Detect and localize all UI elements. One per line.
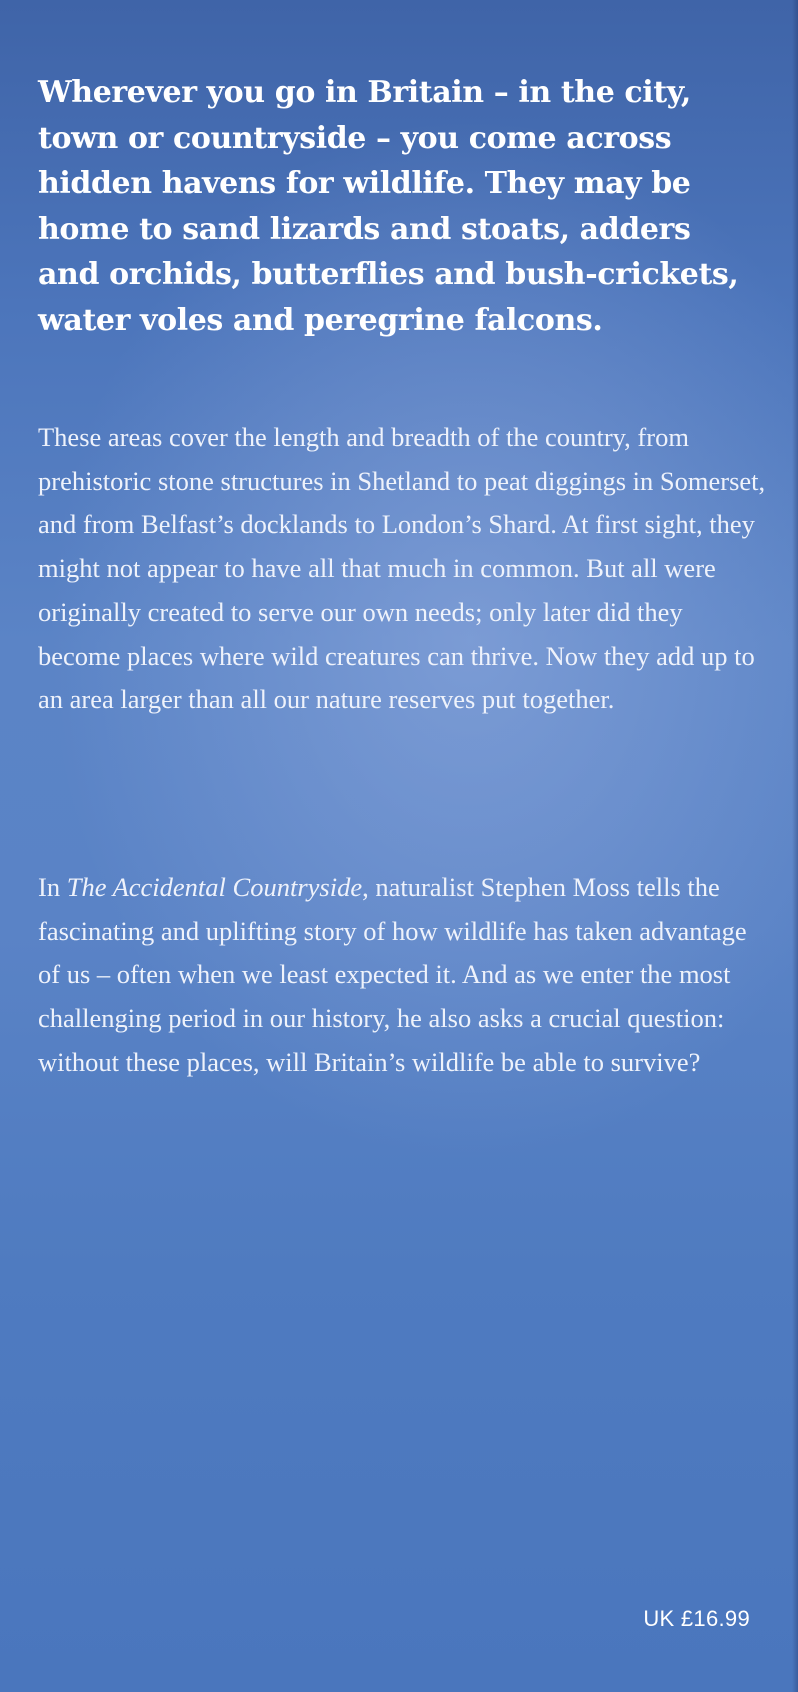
- paragraph-2-intro: In: [38, 872, 67, 902]
- body-paragraph-2: [38, 866, 768, 1085]
- body-paragraph-1: These areas cover the length and breadth of the country, from prehistoric stone structures in Shetland to peat diggings in Somerset, and from Belfast’s docklands to London’s Shard. At first sight, they might not appear to have all that much in common. But all were originally created to serve our own needs; only later did they become places where wild creatures can thrive. Now they add up to an area larger than all our nature reserves put together.: [38, 422, 766, 715]
- cover-edge-shadow: [792, 0, 798, 1692]
- price-label: UK £16.99: [643, 1606, 750, 1631]
- lead-paragraph: Wherever you go in Britain – in the city, town or countryside – you come across hidden havens for wildlife. They may be home to sand lizards and stoats, adders and orchids, butterflies and bush-crickets, water voles and peregrine falcons.: [38, 75, 739, 338]
- book-title: The Accidental Countryside: [66, 872, 363, 902]
- paragraph-2-rest: , naturalist Stephen Moss tells the fascinating and uplifting story of how wildlife has taken advantage of us – often when we least expected it. And as we enter the most challenging period in our history, he also asks a crucial question: without these places, will Britain’s wildlife be able to survive?: [38, 872, 747, 1077]
